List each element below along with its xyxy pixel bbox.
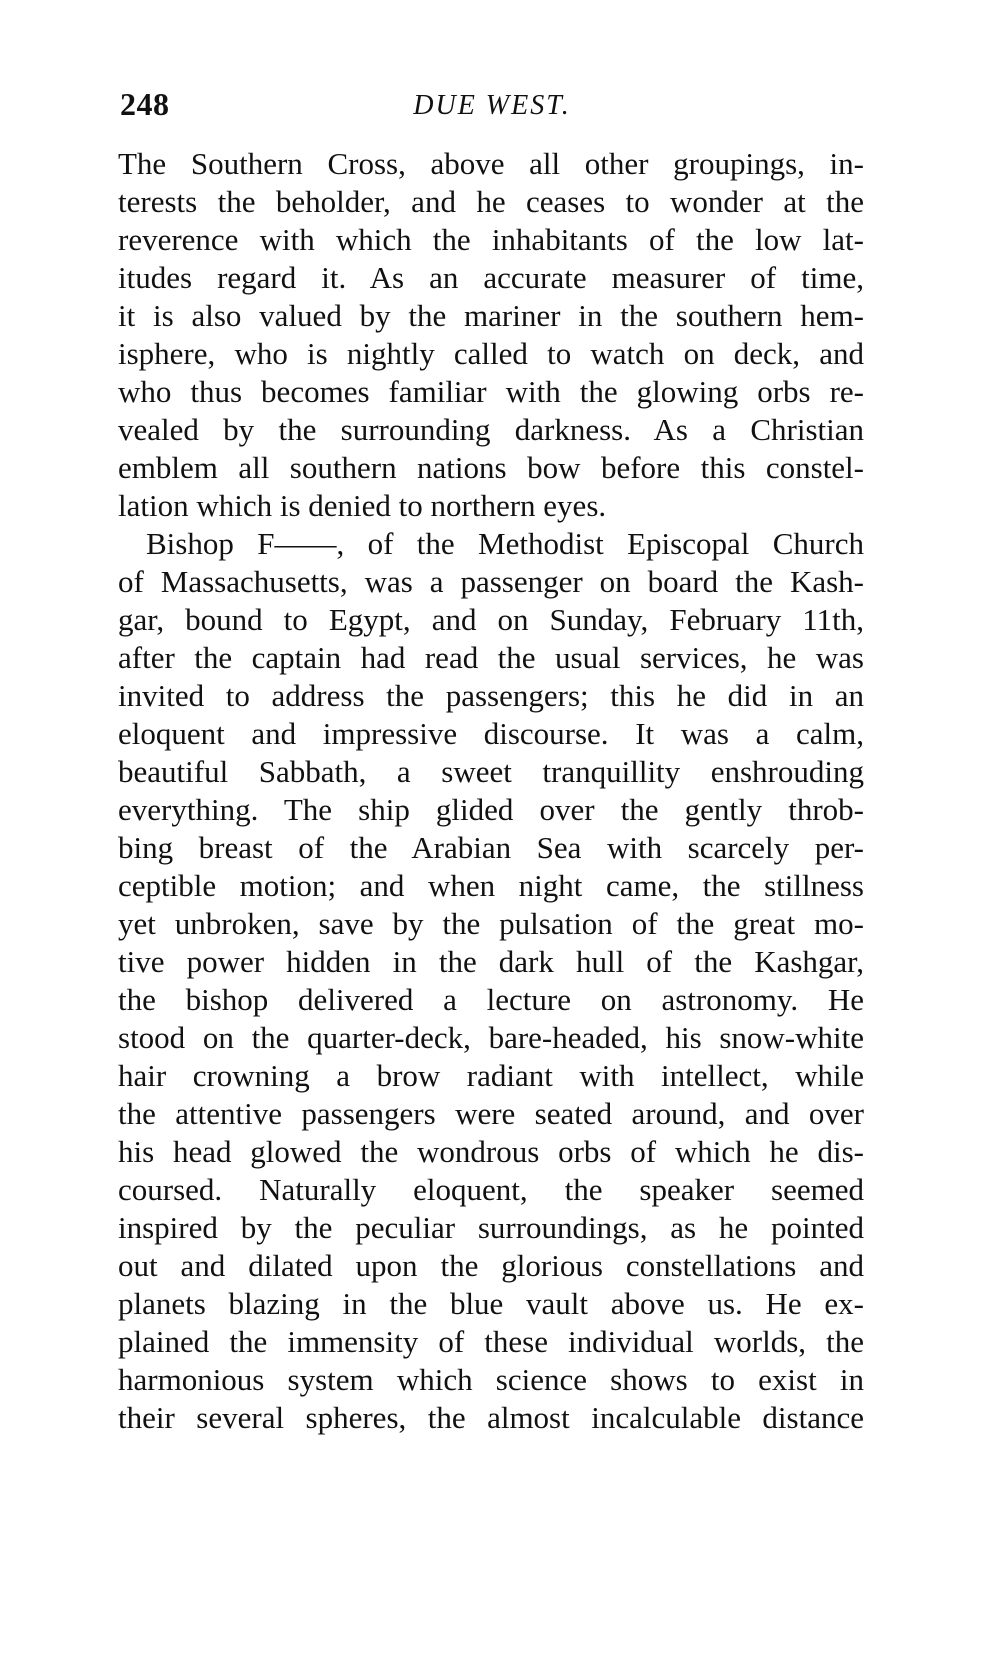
- text-line: stood on the quarter-deck, bare-headed, his snow-white: [118, 1020, 864, 1055]
- text-line: everything. The ship glided over the gently throb-: [118, 792, 864, 827]
- text-line: vealed by the surrounding darkness. As a Christian: [118, 412, 864, 447]
- text-line: bing breast of the Arabian Sea with scarcely per-: [118, 830, 864, 865]
- text-line: who thus becomes familiar with the glowing orbs re-: [118, 374, 864, 409]
- text-line: after the captain had read the usual services, he was: [118, 640, 864, 675]
- text-line: hair crowning a brow radiant with intellect, while: [118, 1058, 864, 1093]
- paragraph-end-line: lation which is denied to northern eyes.: [118, 488, 607, 523]
- text-line: itudes regard it. As an accurate measurer of time,: [118, 260, 864, 295]
- text-line: isphere, who is nightly called to watch on deck, and: [118, 336, 864, 371]
- text-line: ceptible motion; and when night came, the stillness: [118, 868, 864, 903]
- text-line: The Southern Cross, above all other groupings, in-: [118, 146, 864, 181]
- text-line: out and dilated upon the glorious constellations and: [118, 1248, 864, 1283]
- text-line: coursed. Naturally eloquent, the speaker seemed: [118, 1172, 864, 1207]
- running-head: [120, 86, 864, 126]
- text-line: harmonious system which science shows to exist in: [118, 1362, 864, 1397]
- page-number: 248: [120, 86, 170, 122]
- body-text: [118, 145, 864, 1437]
- text-line: planets blazing in the blue vault above us. He ex-: [118, 1286, 864, 1321]
- text-line: reverence with which the inhabitants of the low lat-: [118, 222, 864, 257]
- text-line: beautiful Sabbath, a sweet tranquillity enshrouding: [118, 754, 864, 789]
- text-line: terests the beholder, and he ceases to wonder at the: [118, 184, 864, 219]
- text-line: of Massachusetts, was a passenger on board the Kash-: [118, 564, 864, 599]
- text-line: the bishop delivered a lecture on astronomy. He: [118, 982, 864, 1017]
- text-line: yet unbroken, save by the pulsation of the great mo-: [118, 906, 864, 941]
- text-line: inspired by the peculiar surroundings, as he pointed: [118, 1210, 864, 1245]
- text-line: plained the immensity of these individual worlds, the: [118, 1324, 864, 1359]
- text-line: their several spheres, the almost incalculable distance: [118, 1400, 864, 1435]
- text-line: gar, bound to Egypt, and on Sunday, February 11th,: [118, 602, 864, 637]
- text-line: tive power hidden in the dark hull of the Kashgar,: [118, 944, 864, 979]
- text-line: eloquent and impressive discourse. It was a calm,: [118, 716, 864, 751]
- paragraph-start-line: Bishop F——, of the Methodist Episcopal Church: [146, 526, 864, 561]
- text-line: his head glowed the wondrous orbs of which he dis-: [118, 1134, 864, 1169]
- running-title: DUE WEST.: [413, 90, 571, 121]
- text-line: it is also valued by the mariner in the southern hem-: [118, 298, 864, 333]
- text-line: invited to address the passengers; this he did in an: [118, 678, 864, 713]
- text-line: the attentive passengers were seated around, and over: [118, 1096, 864, 1131]
- text-line: emblem all southern nations bow before this constel-: [118, 450, 864, 485]
